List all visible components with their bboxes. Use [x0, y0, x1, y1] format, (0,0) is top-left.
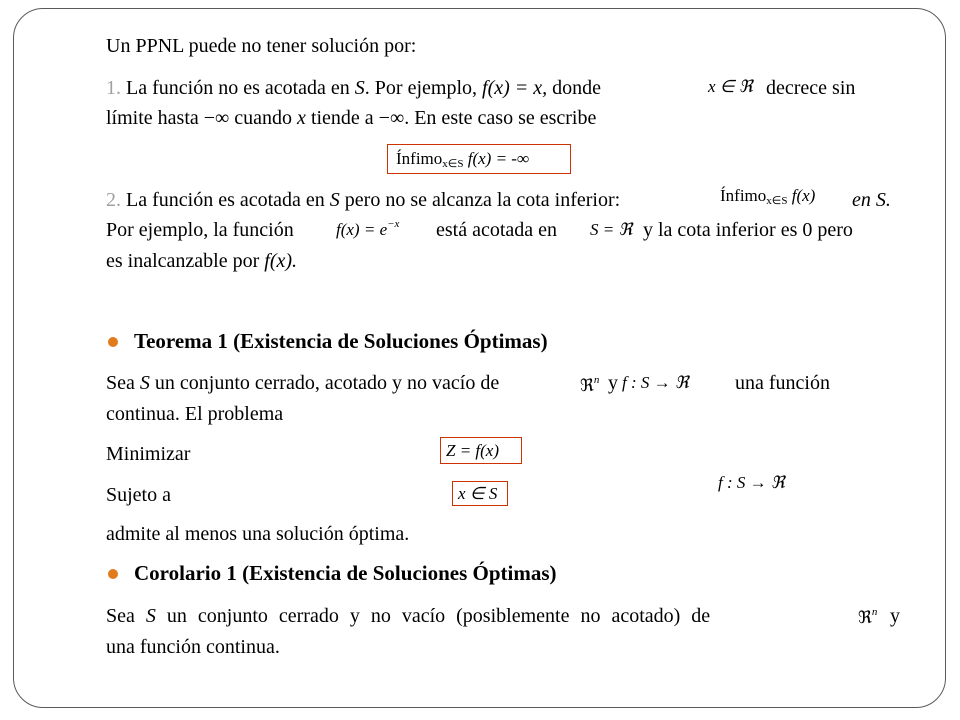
theorem-bullet-icon — [108, 337, 118, 347]
sujeto-label: Sujeto a — [106, 484, 171, 506]
item1-text-b: . Por ejemplo, — [364, 77, 483, 99]
corollary-y: y — [890, 605, 900, 627]
item1-line2-b: tiende a −∞. En este caso se escribe — [305, 107, 597, 129]
infimo-formula: Ínfimo$_{x\in S}$ f(x) = -∞ — [396, 149, 530, 170]
item2-infimo: Ínfimo$_{x\in S}$ f(x) — [720, 186, 816, 207]
floating-fmap: f : S → ℜ — [718, 473, 785, 492]
item2-number: 2. — [106, 189, 121, 211]
theorem-line2: continua. El problema — [106, 403, 284, 425]
item1-set-s: S — [354, 77, 365, 99]
theorem-heading: Teorema 1 (Existencia de Soluciones Óptimas) — [134, 329, 548, 353]
item1-text-c: donde — [547, 77, 602, 99]
constraint-box — [452, 481, 508, 506]
corollary-bullet-icon — [108, 569, 118, 579]
constraint-formula: x ∈ S — [458, 484, 498, 503]
item2-set-s: S — [329, 189, 340, 211]
corollary-line1 — [106, 604, 846, 628]
theorem-line1 — [106, 371, 499, 395]
theorem-text-c: una función — [735, 372, 830, 394]
item2-line2-c: y la cota inferior es 0 pero — [643, 219, 853, 241]
item2-line2-b: está acotada en — [436, 219, 558, 241]
item2-exp-function: $f(x) = e^{-x}$ — [336, 218, 400, 239]
item2-line3 — [106, 249, 297, 273]
item2-text-a: La función es acotada en — [126, 189, 330, 211]
item1-number: 1. — [106, 77, 121, 99]
item2-line3-a: es inalcanzable por — [106, 250, 265, 272]
theorem-fmap: f : S → ℜ — [622, 373, 689, 392]
theorem-text-b: un conjunto cerrado, acotado y no vacío de — [149, 372, 500, 394]
item1-text-a: La función no es acotada en — [126, 77, 355, 99]
item1-line2-a: límite hasta −∞ cuando — [106, 107, 298, 129]
corollary-text-a: Sea — [106, 605, 146, 627]
theorem-set-s: S — [139, 372, 150, 394]
item2-line3-f: f(x). — [264, 250, 298, 272]
corollary-heading: Corolario 1 (Existencia de Soluciones Óptimas) — [134, 561, 557, 585]
item2-text-b: pero no se alcanza la cota inferior: — [339, 189, 621, 211]
item1-var-x: x — [297, 107, 306, 129]
item1-line2 — [106, 106, 596, 130]
theorem-rn: ℜ$^n$ — [580, 374, 600, 395]
corollary-text-b: un conjunto cerrado y no vacío (posiblemente no acotado) de — [155, 605, 711, 627]
intro-text: Un PPNL puede no tener solución por: — [106, 35, 417, 57]
item2-line2-a: Por ejemplo, la función — [106, 219, 294, 241]
theorem-line3: admite al menos una solución óptima. — [106, 523, 410, 545]
item1-line1 — [106, 76, 601, 100]
item1-function: f(x) = x, — [482, 77, 548, 99]
corollary-rn: ℜ$^n$ — [858, 606, 878, 627]
corollary-line2: una función continua. — [106, 636, 280, 658]
theorem-y: y — [608, 372, 618, 394]
minimizar-label: Minimizar — [106, 443, 191, 465]
infimo-formula-box — [387, 144, 571, 174]
item1-line1-end: decrece sin — [766, 77, 856, 99]
objective-box — [440, 437, 522, 464]
item1-math-domain: x ∈ ℜ — [708, 77, 753, 96]
item2-line1-end: en S. — [852, 189, 891, 211]
objective-formula: Z = f(x) — [446, 441, 500, 460]
item2-line1 — [106, 188, 620, 212]
theorem-text-a: Sea — [106, 372, 140, 394]
item2-math-s: S = ℜ — [590, 220, 633, 239]
corollary-set-s: S — [145, 605, 156, 627]
